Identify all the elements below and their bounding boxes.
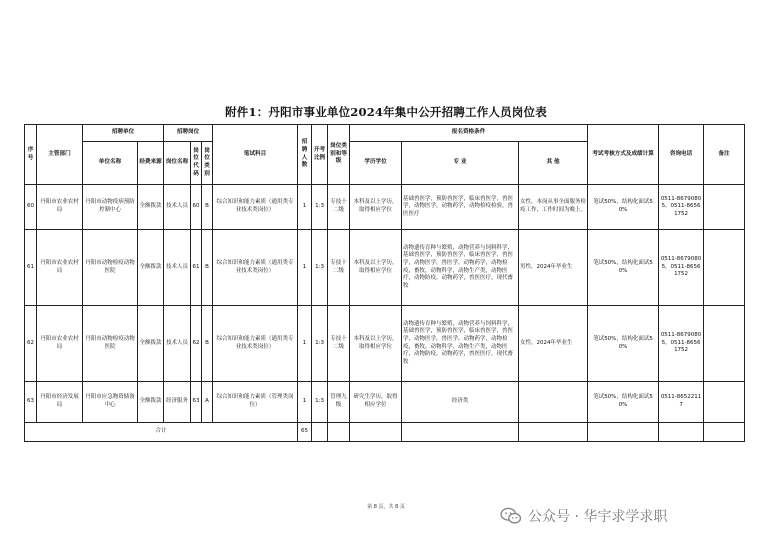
cell-major: 动物遗传育种与繁殖，动物营养与饲料科学，基础兽医学，预防兽医学，临床兽医学，兽医学，动物医学，兽医学，动物药学，动物检疫，畜牧，动物科学，动物生产类，动物医疗，动物防疫，动物药学，兽医医疗，现代畜牧 [402, 306, 519, 382]
total-empty [588, 423, 659, 442]
table-row [25, 306, 745, 382]
total-empty [350, 423, 402, 442]
header-other: 其 他 [519, 142, 588, 185]
cell-other: 男性，2024年毕业生 [519, 230, 588, 306]
cell-funding: 全额拨款 [138, 185, 164, 230]
cell-dept: 丹阳市农业农村局 [37, 230, 83, 306]
cell-post-name: 技术人员 [164, 230, 191, 306]
page-title: 附件1：丹阳市事业单位2024年集中公开招聘工作人员岗位表 [225, 105, 547, 119]
cell-unit: 丹阳市动物检疫动物医院 [83, 230, 138, 306]
table-row [25, 230, 745, 306]
total-empty [704, 423, 745, 442]
total-empty [519, 423, 588, 442]
header-exam-method: 考试考核方式及成绩计算 [588, 125, 659, 185]
cell-post-name: 技术人员 [164, 185, 191, 230]
cell-method: 笔试50%，结构化面试50% [588, 185, 659, 230]
cell-funding: 全额拨款 [138, 382, 164, 423]
header-post-grade: 岗位类别和等级 [328, 125, 350, 185]
cell-seq: 62 [25, 306, 37, 382]
cell-ratio: 1:3 [312, 306, 328, 382]
cell-phone: 0511-86790805，0511-86561752 [659, 185, 704, 230]
cell-grade: 专技十二级 [328, 185, 350, 230]
cell-education: 研究生学历，取得相应学位 [350, 382, 402, 423]
cell-remark [704, 185, 745, 230]
cell-phone: 0511-86790805，0511-86561752 [659, 230, 704, 306]
header-recruit-unit: 招聘单位 [83, 125, 164, 142]
page-footer: 第 8 页，共 8 页 [367, 504, 405, 510]
cell-post-code: 60 [191, 185, 202, 230]
total-empty [402, 423, 519, 442]
header-remark: 备注 [704, 125, 745, 185]
total-label: 合计 [25, 423, 298, 442]
cell-unit: 丹阳市动物检疫动物医院 [83, 306, 138, 382]
header-post-type: 岗位类别 [202, 142, 213, 185]
total-count: 65 [298, 423, 312, 442]
cell-major: 基础兽医学，预防兽医学，临床兽医学，兽医学，动物医学，动物药学，动物检疫检验，兽医医疗 [402, 185, 519, 230]
cell-phone: 0511-86522117 [659, 382, 704, 423]
cell-other: 女性，本岗从事全面服务检疫工作，工作时间为晚上。 [519, 185, 588, 230]
cell-seq: 60 [25, 185, 37, 230]
header-post-code: 岗位代码 [191, 142, 202, 185]
header-phone: 咨询电话 [659, 125, 704, 185]
cell-subject: 综合知识和能力素质（通用类专业技术类岗位） [213, 306, 298, 382]
cell-post-code: 63 [191, 382, 202, 423]
cell-post-code: 61 [191, 230, 202, 306]
cell-other [519, 382, 588, 423]
watermark [500, 505, 667, 527]
table-row [25, 382, 745, 423]
cell-post-type: B [202, 185, 213, 230]
cell-seq: 61 [25, 230, 37, 306]
cell-grade: 管理九级 [328, 382, 350, 423]
cell-post-name: 技术人员 [164, 306, 191, 382]
watermark-text: 公众号 · 华宇求学求职 [528, 509, 668, 525]
cell-dept: 丹阳市农业农村局 [37, 185, 83, 230]
header-qualifications: 报名资格条件 [350, 125, 588, 142]
cell-education: 本科及以上学历，取得相应学位 [350, 230, 402, 306]
cell-remark [704, 382, 745, 423]
cell-method: 笔试50%，结构化面试50% [588, 382, 659, 423]
cell-post-type: A [202, 382, 213, 423]
header-count: 招聘人数 [298, 125, 312, 185]
header-exam-subject: 笔试科目 [213, 125, 298, 185]
header-major: 专 业 [402, 142, 519, 185]
cell-subject: 综合知识和能力素质（管理类岗位） [213, 382, 298, 423]
header-dept: 主管部门 [37, 125, 83, 185]
header-post-name: 岗位名称 [164, 142, 191, 185]
total-empty [659, 423, 704, 442]
cell-education: 本科及以上学历，取得相应学位 [350, 185, 402, 230]
cell-count: 1 [298, 230, 312, 306]
total-empty [328, 423, 350, 442]
header-recruit-post: 招聘岗位 [164, 125, 213, 142]
cell-major: 经济类 [402, 382, 519, 423]
cell-funding: 全额拨款 [138, 230, 164, 306]
cell-unit: 丹阳市动物疫病预防控制中心 [83, 185, 138, 230]
cell-remark [704, 230, 745, 306]
cell-grade: 专技十二级 [328, 306, 350, 382]
wechat-icon [500, 507, 522, 525]
cell-unit: 丹阳市应急物资储备中心 [83, 382, 138, 423]
cell-dept: 丹阳市农业农村局 [37, 306, 83, 382]
header-seq: 序号 [25, 125, 37, 185]
cell-education: 本科及以上学历，取得相应学位 [350, 306, 402, 382]
cell-post-type: B [202, 306, 213, 382]
cell-remark [704, 306, 745, 382]
header-education: 学历学位 [350, 142, 402, 185]
total-row [25, 423, 745, 442]
cell-post-code: 62 [191, 306, 202, 382]
cell-count: 1 [298, 306, 312, 382]
recruitment-table [24, 124, 745, 442]
header-unit-name: 单位名称 [83, 142, 138, 185]
cell-major: 动物遗传育种与繁殖，动物营养与饲料科学，基础兽医学，预防兽医学，临床兽医学，兽医学，动物医学，兽医学，动物药学，动物检疫，畜牧，动物科学，动物生产类，动物医疗，动物防疫，动物药学，兽医医疗，现代畜牧 [402, 230, 519, 306]
cell-dept: 丹阳市经济发展局 [37, 382, 83, 423]
cell-count: 1 [298, 382, 312, 423]
cell-phone: 0511-86790805，0511-86561752 [659, 306, 704, 382]
total-empty [312, 423, 328, 442]
cell-seq: 63 [25, 382, 37, 423]
cell-post-type: B [202, 230, 213, 306]
cell-other: 女性，2024年毕业生 [519, 306, 588, 382]
cell-ratio: 1:3 [312, 382, 328, 423]
cell-count: 1 [298, 185, 312, 230]
cell-subject: 综合知识和能力素质（通用类专业技术类岗位） [213, 230, 298, 306]
header-ratio: 开考比例 [312, 125, 328, 185]
cell-ratio: 1:3 [312, 185, 328, 230]
cell-grade: 专技十二级 [328, 230, 350, 306]
cell-method: 笔试50%，结构化面试50% [588, 230, 659, 306]
cell-subject: 综合知识和能力素质（通用类专业技术类岗位） [213, 185, 298, 230]
header-row-1 [25, 125, 745, 142]
cell-funding: 全额拨款 [138, 306, 164, 382]
table-row [25, 185, 745, 230]
header-funding: 经费来源 [138, 142, 164, 185]
cell-method: 笔试50%，结构化面试50% [588, 306, 659, 382]
cell-post-name: 经济服务 [164, 382, 191, 423]
cell-ratio: 1:3 [312, 230, 328, 306]
